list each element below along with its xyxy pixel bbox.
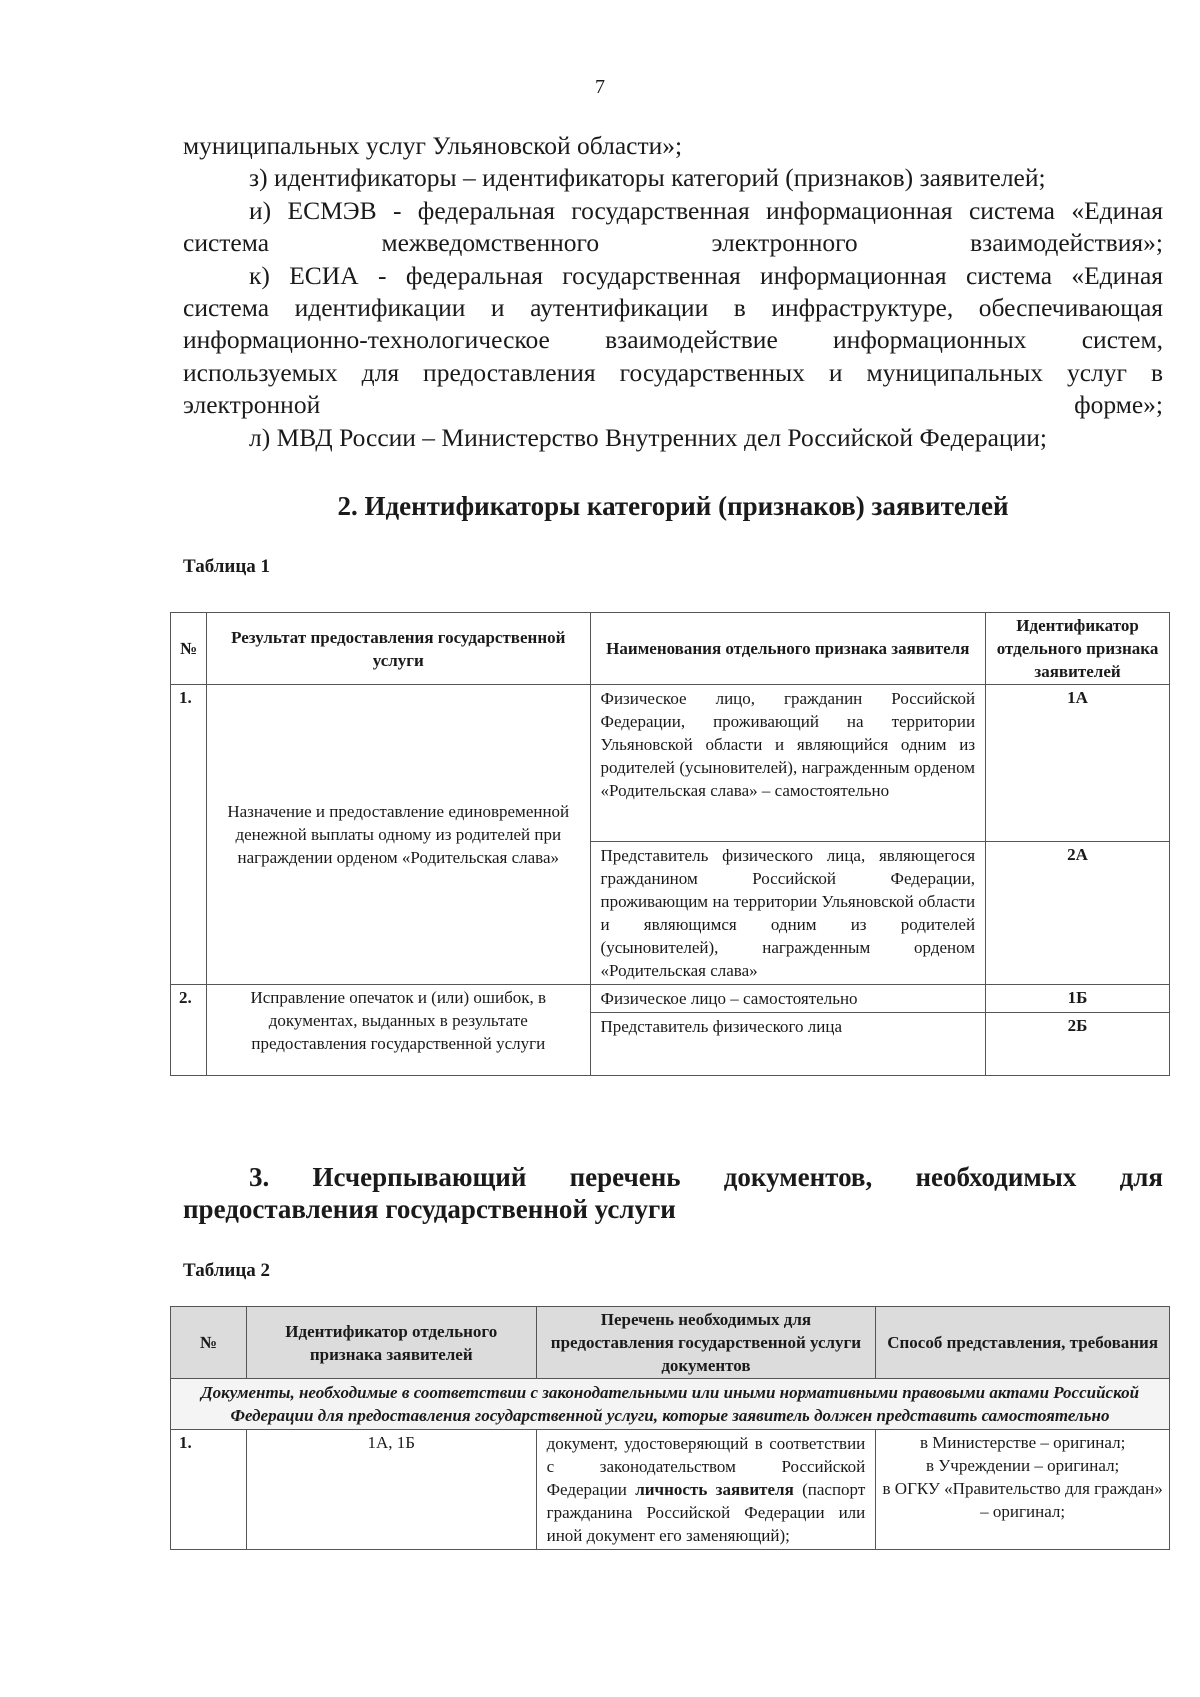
paragraph: и) ЕСМЭВ - федеральная государственная информационная система «Единая система межведомственного электронного взаимодействия»; [183,195,1163,258]
applicant-code: 2Б [986,1013,1170,1076]
row-result: Исправление опечаток и (или) ошибок, в документах, выданных в результате предоставления государственной услуги [206,985,590,1076]
row-number: 2. [171,985,207,1076]
table-header-row [171,1307,1170,1379]
table-group-row [171,1379,1170,1430]
applicant-code: 1А [986,685,1170,842]
paragraph: з) идентификаторы – идентификаторы категорий (признаков) заявителей; [249,163,1046,193]
way-line: в Учреждении – оригинал; [925,1456,1120,1475]
row-way [876,1430,1170,1550]
header-docs: Перечень необходимых для предоставления государственной услуги документов [536,1307,876,1379]
document-text-bold: личность заявителя [635,1480,794,1499]
page-number: 7 [595,76,605,98]
header-num: № [171,1307,247,1379]
table-caption: Таблица 2 [183,1260,271,1281]
applicant-name: Представитель физического лица [590,1013,986,1076]
header-result: Результат предоставления государственной услуги [206,613,590,685]
table-row [171,985,1170,1013]
section-heading-line: предоставления государственной услуги [183,1194,676,1224]
row-number: 1. [171,685,207,985]
applicant-code: 2А [986,842,1170,985]
body-text [183,130,1163,454]
header-name: Наименования отдельного признака заявителя [590,613,986,685]
document-text: документ, удостоверяющий в соответствии с законодательством Российской Федерации [546,1434,866,1499]
document-text: (паспорт гражданина Российской Федерации или иной документ его заменяющий); [546,1480,866,1545]
section-heading [183,1161,1163,1225]
paragraph: муниципальных услуг Ульяновской области»; [183,131,683,160]
table-row [171,1430,1170,1550]
section-heading: 2. Идентификаторы категорий (признаков) заявителей [337,491,1009,521]
row-result: Назначение и предоставление единовременной денежной выплаты одному из родителей при награждении орденом «Родительская слава» [206,685,590,985]
group-title: Документы, необходимые в соответствии с законодательными или иными нормативными правовыми актами Российской Федерации для предоставления государственной услуги, которые заявитель должен представить самостоятельно [171,1379,1170,1430]
way-line: в ОГКУ «Правительство для граждан» – оригинал; [882,1479,1163,1521]
header-id: Идентификатор отдельного признака заявителей [246,1307,536,1379]
applicant-name: Физическое лицо – самостоятельно [590,985,986,1013]
way-line: в Министерстве – оригинал; [919,1433,1126,1452]
header-id: Идентификатор отдельного признака заявителей [986,613,1170,685]
paragraph: л) МВД России – Министерство Внутренних дел Российской Федерации; [249,422,1047,452]
applicant-name: Представитель физического лица, являющегося гражданином Российской Федерации, проживающим на территории Ульяновской области и являющимся одним из родителей (усыновителей), награжденным орденом «Родительская слава» [590,842,986,985]
row-document [536,1430,876,1550]
table-caption: Таблица 1 [183,556,271,577]
applicant-code: 1Б [986,985,1170,1013]
header-way: Способ представления, требования [876,1307,1170,1379]
row-ids: 1А, 1Б [246,1430,536,1550]
table-row [171,685,1170,842]
row-number: 1. [171,1430,247,1550]
required-documents-table [170,1306,1170,1550]
applicant-name: Физическое лицо, гражданин Российской Федерации, проживающий на территории Ульяновской области и являющийся одним из родителей (усыновителей), награжденным орденом «Родительская слава» – самостоятельно [590,685,986,842]
table-header-row [171,613,1170,685]
applicant-categories-table [170,612,1170,1076]
header-num: № [171,613,207,685]
paragraph: к) ЕСИА - федеральная государственная информационная система «Единая система идентификации и аутентификации в инфраструктуре, обеспечивающая информационно-технологическое взаимодействие информационных систем, используемых для предоставления государственных и муниципальных услуг в электронной форме»; [183,260,1163,420]
section-heading-line: 3. Исчерпывающий перечень документов, необходимых для [249,1162,1163,1192]
